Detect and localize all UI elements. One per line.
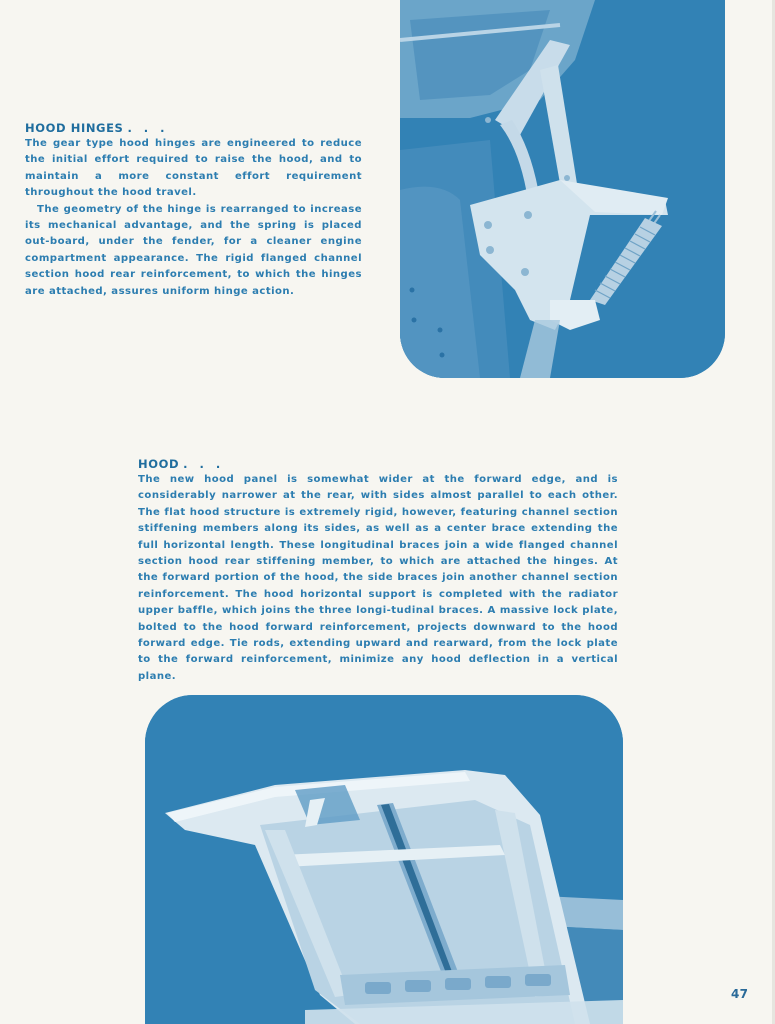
- section-title-hood: [138, 457, 618, 472]
- hinge-photo: [400, 0, 725, 378]
- paragraph-hinges-2: The geometry of the hinge is rearranged to increase its mechanical advantage, and the spring is placed out-board, under the fender, for a cleaner engine compartment appearance. The rigid flanged channel section hood rear reinforcement, to which the hinges are attached, assures uniform hinge action.: [25, 203, 362, 297]
- title-text: HOOD: [138, 457, 180, 471]
- section-hood: [138, 457, 618, 685]
- hood-illustration-icon: [145, 695, 623, 1024]
- hood-photo: [145, 695, 623, 1024]
- title-dots: . . .: [127, 121, 169, 135]
- hinge-illustration-icon: [400, 0, 725, 378]
- section-title-hood-hinges: [25, 121, 362, 136]
- paragraph-hood-1: The new hood panel is somewhat wider at the forward edge, and is considerably narrower at the rear, with sides almost parallel to each other. The flat hood structure is extremely rigid, however, featuring channel section stiffening members along its sides, as well as a center brace extending the full horizontal length. These longitudinal braces join a wide flanged channel section hood rear stiffening member, to which are attached the hinges. At the forward portion of the hood, the side braces join another channel section reinforcement. The hood horizontal support is completed with the radiator upper baffle, which joins the three longi-tudinal braces. A massive lock plate, bolted to the hood forward reinforcement, projects downward to the hood forward edge. Tie rods, extending upward and rearward, from the lock plate to the forward reinforcement, minimize any hood deflection in a vertical plane.: [138, 474, 618, 682]
- title-text: HOOD HINGES: [25, 121, 124, 135]
- section-hood-hinges: [25, 121, 362, 300]
- page-number: 47: [731, 987, 749, 1001]
- paragraph-hinges-1: The gear type hood hinges are engineered to reduce the initial effort required to raise the hood, and to maintain a more constant effort requirement throughout the hood travel.: [25, 138, 362, 199]
- title-dots: . . .: [183, 457, 225, 471]
